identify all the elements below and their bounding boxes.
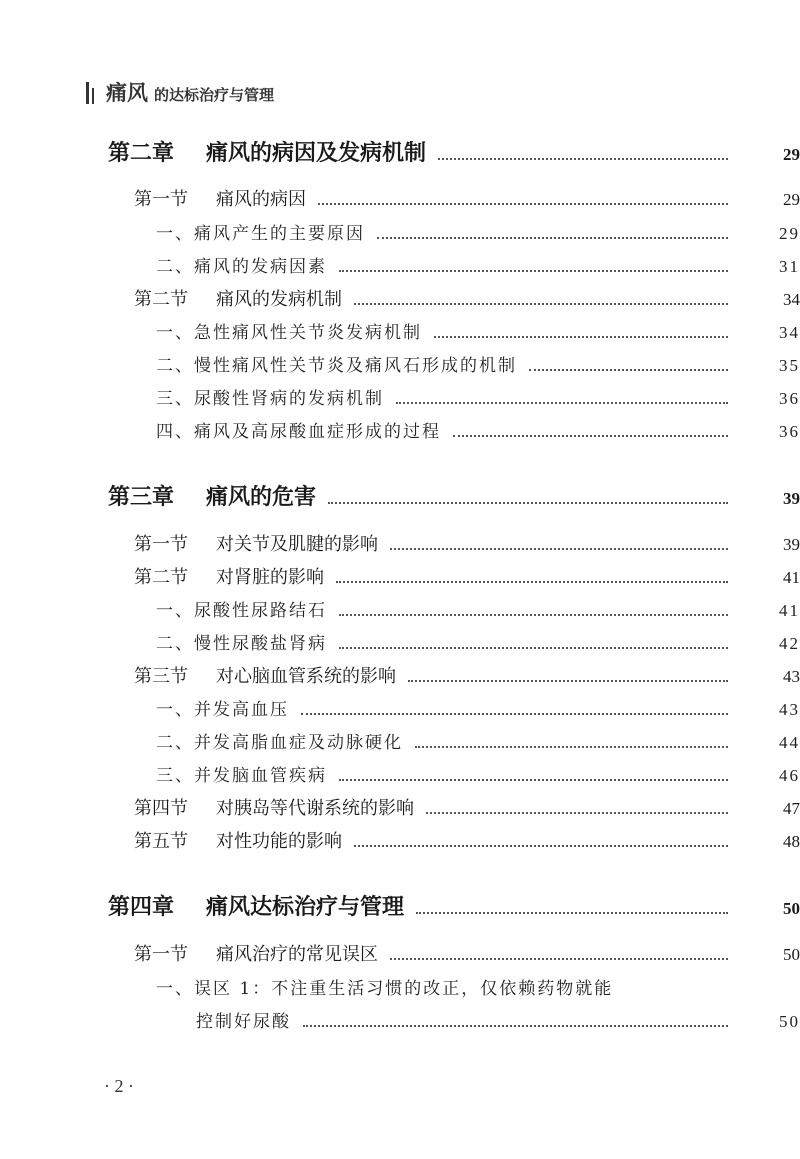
toc-title: 尿酸性尿路结石 <box>194 601 327 621</box>
toc-title: 慢性痛风性关节炎及痛风石形成的机制 <box>194 356 517 376</box>
toc-page: 34 <box>779 323 800 342</box>
toc-number: 二、 <box>156 733 194 753</box>
toc-page: 29 <box>783 145 800 164</box>
toc-number: 第四节 <box>134 798 188 819</box>
toc-page: 50 <box>779 1012 800 1031</box>
header-title-big: 痛风 <box>106 81 148 105</box>
toc-number: 第一节 <box>134 534 188 555</box>
toc-page: 34 <box>783 290 800 309</box>
toc-leader <box>377 237 728 239</box>
toc-title: 痛风的病因 <box>216 189 306 210</box>
toc-leader <box>390 958 728 960</box>
toc-page: 29 <box>783 190 800 209</box>
toc-number: 第二节 <box>134 567 188 588</box>
toc-number: 第三节 <box>134 666 188 687</box>
toc-entry-section[interactable] <box>0 940 800 966</box>
toc-entry-chapter[interactable] <box>0 136 800 167</box>
toc-page: 39 <box>783 535 800 554</box>
toc-entry-section[interactable] <box>0 794 800 820</box>
toc-leader <box>301 713 728 715</box>
toc-title: 对心脑血管系统的影响 <box>216 666 396 687</box>
toc-number: 一、 <box>156 979 194 999</box>
toc-leader <box>453 435 728 437</box>
toc-page: 35 <box>779 356 800 375</box>
header-title-small: 的达标治疗与管理 <box>154 86 275 104</box>
toc-entry-section[interactable] <box>0 827 800 853</box>
toc-page: 36 <box>779 389 800 408</box>
toc-number: 一、 <box>156 323 194 343</box>
toc-entry-item[interactable] <box>0 596 800 621</box>
toc-title: 并发脑血管疾病 <box>194 766 327 786</box>
toc-number: 一、 <box>156 700 194 720</box>
toc-entry-section[interactable] <box>0 530 800 556</box>
toc-title: 控制好尿酸 <box>196 1012 291 1032</box>
toc-title: 误区 1：不注重生活习惯的改正，仅依赖药物就能 <box>194 979 614 999</box>
toc-leader <box>434 336 728 338</box>
toc-entry-item[interactable] <box>0 318 800 343</box>
toc-leader <box>426 812 728 814</box>
toc-entry-item[interactable] <box>0 761 800 786</box>
toc-page: 47 <box>783 799 800 818</box>
toc-leader <box>339 779 728 781</box>
toc-entry-section[interactable] <box>0 285 800 311</box>
toc-leader <box>354 303 728 305</box>
toc-title: 痛风的病因及发病机制 <box>206 140 427 166</box>
toc-entry-item[interactable] <box>0 252 800 277</box>
toc-page: 31 <box>779 257 800 276</box>
toc-title: 慢性尿酸盐肾病 <box>194 634 327 654</box>
toc-page: 50 <box>783 945 800 964</box>
toc-title: 并发高脂血症及动脉硬化 <box>194 733 403 753</box>
toc-page: 48 <box>783 832 800 851</box>
toc-leader <box>328 502 728 504</box>
toc-entry-section[interactable] <box>0 185 800 211</box>
toc-entry-item-continued[interactable] <box>0 1007 800 1032</box>
toc-page: 50 <box>783 899 800 918</box>
toc-number: 一、 <box>156 224 194 244</box>
header-bars-icon <box>86 82 94 104</box>
toc-number: 三、 <box>156 389 194 409</box>
toc-page: 43 <box>783 667 800 686</box>
toc-leader <box>390 548 728 550</box>
page-number: · 2 · <box>104 1076 134 1096</box>
toc-entry-item[interactable] <box>0 219 800 244</box>
toc-entry-section[interactable] <box>0 662 800 688</box>
toc-leader <box>339 270 728 272</box>
toc-number: 第一节 <box>134 189 188 210</box>
toc-page: 36 <box>779 422 800 441</box>
toc-leader <box>339 614 728 616</box>
running-header <box>86 82 274 104</box>
toc-number: 一、 <box>156 601 194 621</box>
toc-entry-item[interactable] <box>0 351 800 376</box>
toc-number: 第二章 <box>108 140 175 166</box>
toc-page: 46 <box>779 766 800 785</box>
toc-number: 第二节 <box>134 289 188 310</box>
toc-number: 第四章 <box>108 894 175 920</box>
toc-leader <box>529 369 728 371</box>
toc-number: 四、 <box>156 422 194 442</box>
toc-title: 痛风达标治疗与管理 <box>206 894 405 920</box>
toc-leader <box>336 581 728 583</box>
toc-entry-item[interactable] <box>0 695 800 720</box>
toc-entry-item[interactable] <box>0 728 800 753</box>
toc-entry-item[interactable] <box>0 384 800 409</box>
toc-leader <box>318 203 728 205</box>
toc-entry-chapter[interactable] <box>0 890 800 921</box>
toc-page: 39 <box>783 489 800 508</box>
toc-number: 第三章 <box>108 484 175 510</box>
toc-title: 痛风的发病因素 <box>194 257 327 277</box>
toc-page: 44 <box>779 733 800 752</box>
toc-title: 尿酸性肾病的发病机制 <box>194 389 384 409</box>
toc-number: 第一节 <box>134 944 188 965</box>
toc-title: 痛风产生的主要原因 <box>194 224 365 244</box>
toc-leader <box>354 845 728 847</box>
toc-title: 对胰岛等代谢系统的影响 <box>216 798 414 819</box>
toc-leader <box>438 158 728 160</box>
toc-page: 43 <box>779 700 800 719</box>
toc-entry-item[interactable] <box>0 417 800 442</box>
toc-page: 41 <box>779 601 800 620</box>
toc-title: 急性痛风性关节炎发病机制 <box>194 323 422 343</box>
toc-number: 二、 <box>156 257 194 277</box>
toc-leader <box>408 680 728 682</box>
toc-entry-item[interactable] <box>0 629 800 654</box>
toc-entry-item[interactable] <box>0 974 800 999</box>
toc-leader <box>416 912 728 914</box>
toc-number: 三、 <box>156 766 194 786</box>
toc-title: 并发高血压 <box>194 700 289 720</box>
toc-title: 对肾脏的影响 <box>216 567 324 588</box>
toc-page: 29 <box>779 224 800 243</box>
toc-number: 二、 <box>156 634 194 654</box>
toc-title: 痛风治疗的常见误区 <box>216 944 378 965</box>
toc-number: 第五节 <box>134 831 188 852</box>
toc-entry-section[interactable] <box>0 563 800 589</box>
toc-page: 41 <box>783 568 800 587</box>
toc-leader <box>415 746 728 748</box>
toc-title: 痛风的发病机制 <box>216 289 342 310</box>
toc-leader <box>303 1025 728 1027</box>
toc-leader <box>339 647 728 649</box>
toc-number: 二、 <box>156 356 194 376</box>
toc-title: 对关节及肌腱的影响 <box>216 534 378 555</box>
toc-entry-chapter[interactable] <box>0 480 800 511</box>
toc-page: 42 <box>779 634 800 653</box>
toc-title: 痛风及高尿酸血症形成的过程 <box>194 422 441 442</box>
toc-title: 对性功能的影响 <box>216 831 342 852</box>
toc-leader <box>396 402 728 404</box>
toc-title: 痛风的危害 <box>206 484 317 510</box>
